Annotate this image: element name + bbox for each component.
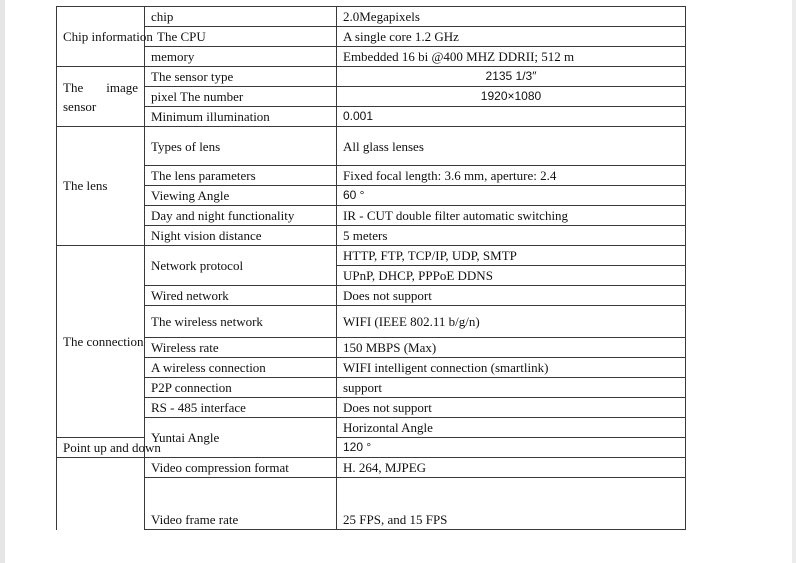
value-cell: Embedded 16 bi @400 MHZ DDRII; 512 m (337, 47, 686, 67)
value-cell: support (337, 378, 686, 398)
value-cell: 60 ° (337, 186, 686, 206)
table-row (57, 398, 686, 418)
table-row (57, 306, 686, 338)
table-row (57, 87, 686, 107)
value-cell: 5 meters (337, 226, 686, 246)
param-cell: Wireless rate (145, 338, 337, 358)
category-label-line1: The image (63, 79, 138, 95)
table-row (57, 107, 686, 127)
param-cell: Network protocol (145, 246, 337, 286)
category-connection: The connection (57, 246, 145, 438)
param-cell: Night vision distance (145, 226, 337, 246)
table-row (57, 7, 686, 27)
value-cell: UPnP, DHCP, PPPoE DDNS (337, 266, 686, 286)
value-cell: 150 MBPS (Max) (337, 338, 686, 358)
table-row (57, 478, 686, 530)
param-cell: The CPU (145, 27, 337, 47)
page-left-edge (0, 0, 5, 563)
param-cell: A wireless connection (145, 358, 337, 378)
value-cell: HTTP, FTP, TCP/IP, UDP, SMTP (337, 246, 686, 266)
table-row (57, 438, 686, 458)
category-label-line2: sensor (63, 98, 97, 114)
value-cell: WIFI (IEEE 802.11 b/g/n) (337, 306, 686, 338)
table-row (57, 226, 686, 246)
value-cell: 120 ° (337, 438, 686, 458)
value-cell: 0.001 (337, 107, 686, 127)
table-row (57, 47, 686, 67)
category-chip-information: Chip information (57, 7, 145, 67)
table-row (57, 186, 686, 206)
param-cell: RS - 485 interface (145, 398, 337, 418)
table-row (57, 166, 686, 186)
category-video (57, 458, 145, 530)
table-row (57, 338, 686, 358)
table-row (57, 358, 686, 378)
param-cell: Types of lens (145, 127, 337, 166)
spec-table (56, 6, 686, 530)
table-row (57, 206, 686, 226)
table-row (57, 67, 686, 87)
category-lens: The lens (57, 127, 145, 246)
value-cell: A single core 1.2 GHz (337, 27, 686, 47)
param-cell: The wireless network (145, 306, 337, 338)
value-cell: WIFI intelligent connection (smartlink) (337, 358, 686, 378)
param-cell: Viewing Angle (145, 186, 337, 206)
param-cell: memory (145, 47, 337, 67)
param-cell: P2P connection (145, 378, 337, 398)
param-cell: Day and night functionality (145, 206, 337, 226)
param-cell: pixel The number (145, 87, 337, 107)
table-row (57, 458, 686, 478)
value-cell: 1920×1080 (337, 87, 686, 107)
param-cell: Point up and down (57, 438, 145, 458)
table-row (57, 378, 686, 398)
param-cell: The lens parameters (145, 166, 337, 186)
param-cell: Minimum illumination (145, 107, 337, 127)
param-cell: Horizontal Angle (337, 418, 686, 438)
category-yuntai-angle: Yuntai Angle (145, 418, 337, 458)
value-cell: All glass lenses (337, 127, 686, 166)
page-right-edge (792, 0, 796, 563)
value-cell: Does not support (337, 286, 686, 306)
param-cell: Wired network (145, 286, 337, 306)
value-cell: 2.0Megapixels (337, 7, 686, 27)
value-cell: 2135 1/3″ (337, 67, 686, 87)
param-cell: The sensor type (145, 67, 337, 87)
table-row (57, 418, 686, 438)
param-cell: Video frame rate (145, 478, 337, 530)
category-image-sensor (57, 67, 145, 127)
value-cell: IR - CUT double filter automatic switching (337, 206, 686, 226)
param-cell: chip (145, 7, 337, 27)
value-cell: Fixed focal length: 3.6 mm, aperture: 2.4 (337, 166, 686, 186)
param-cell: Video compression format (145, 458, 337, 478)
value-cell: H. 264, MJPEG (337, 458, 686, 478)
table-row (57, 286, 686, 306)
value-cell: 25 FPS, and 15 FPS (337, 478, 686, 530)
value-cell: Does not support (337, 398, 686, 418)
table-row (57, 246, 686, 266)
table-row (57, 127, 686, 166)
